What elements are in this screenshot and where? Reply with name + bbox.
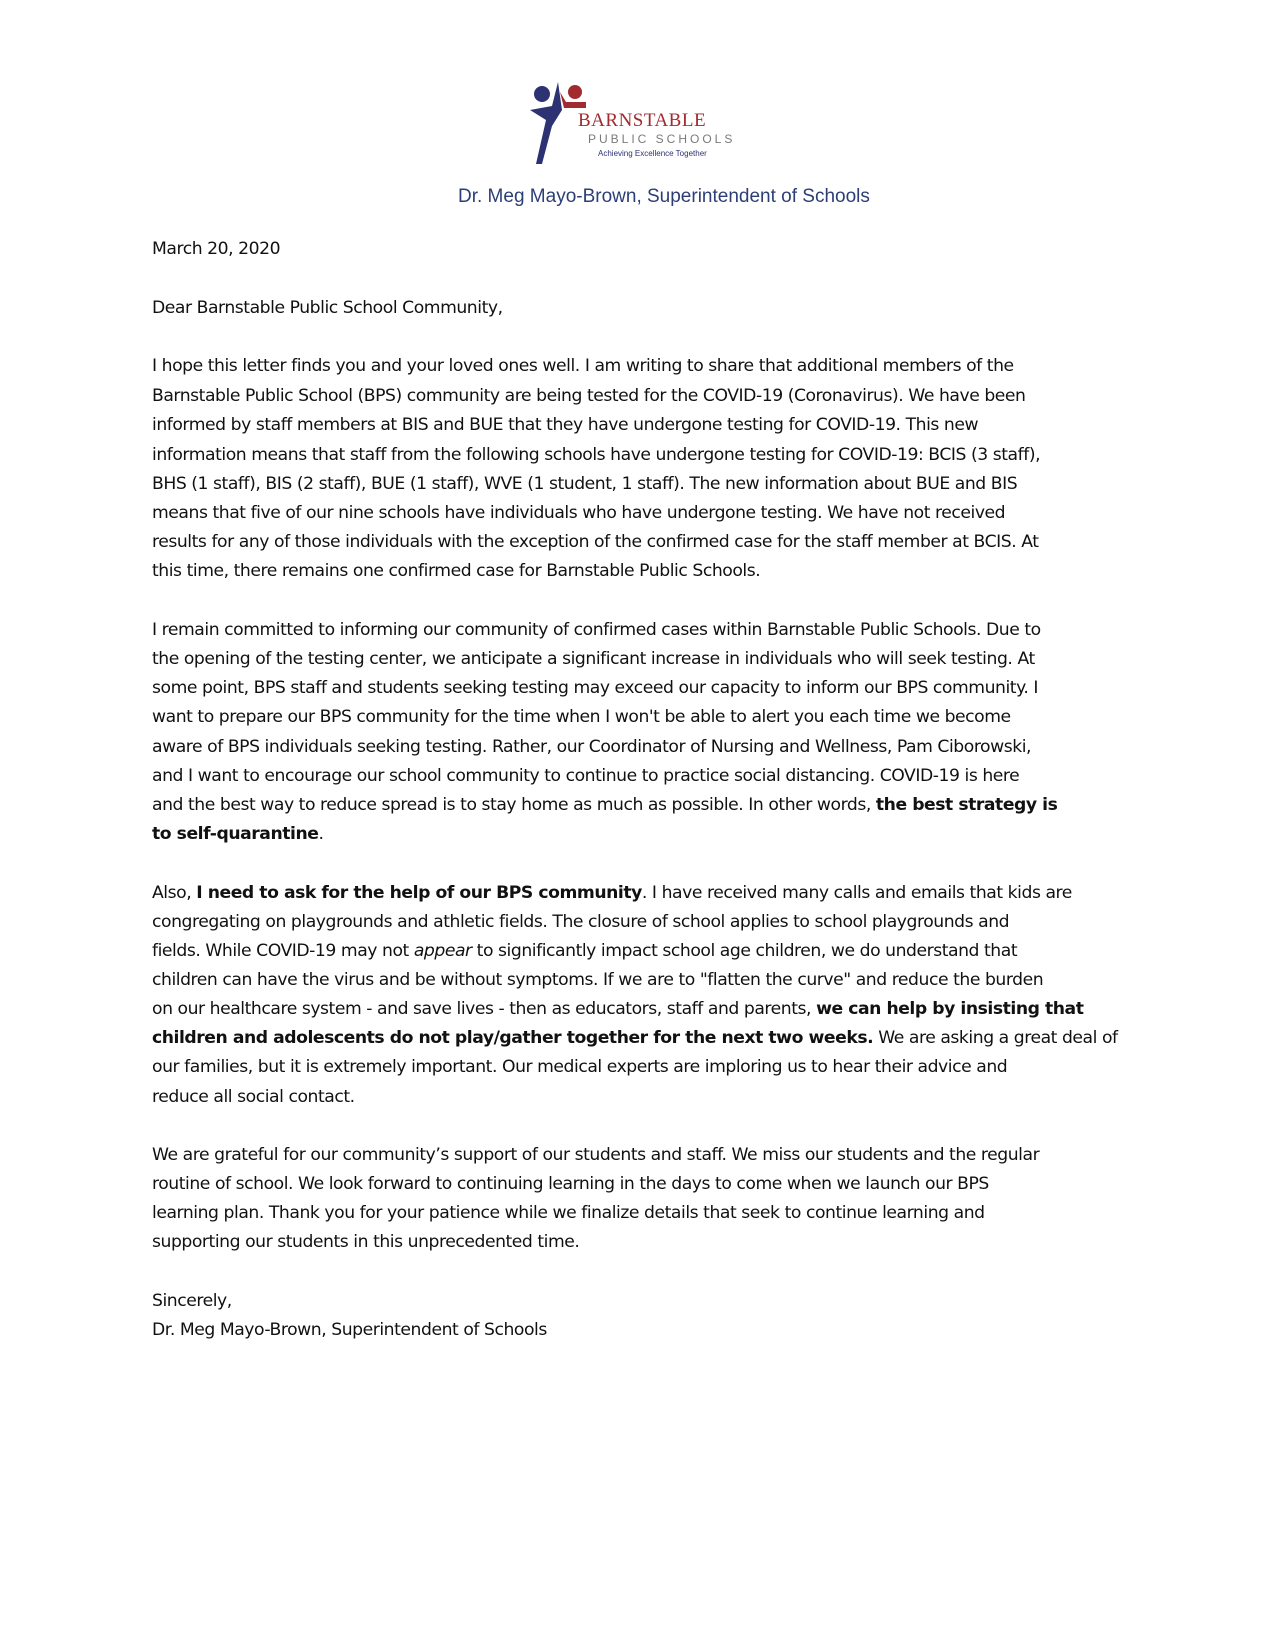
paragraph-line: BHS (1 staff), BIS (2 staff), BUE (1 staff), WVE (1 student, 1 staff). The new information about BUE and BIS	[152, 474, 1018, 494]
paragraph-line	[152, 823, 323, 845]
plain-text: and the best way to reduce spread is to stay home as much as possible. In other words,	[152, 795, 876, 815]
signature: Dr. Meg Mayo-Brown, Superintendent of Schools	[152, 1320, 547, 1340]
letterhead-superintendent: Dr. Meg Mayo-Brown, Superintendent of Schools	[458, 186, 870, 207]
bold-text: the best strategy is	[875, 795, 1058, 815]
paragraph-line	[152, 940, 1017, 962]
bold-text: I need to ask for the help of our BPS community	[196, 883, 642, 903]
bold-text: we can help by insisting that	[816, 999, 1084, 1019]
paragraph-line: children can have the virus and be without symptoms. If we are to "flatten the curve" and reduce the burden	[152, 970, 1044, 990]
plain-text: to significantly impact school age children, we do understand that	[471, 941, 1018, 961]
paragraph-line: the opening of the testing center, we anticipate a significant increase in individuals who will seek testing. At	[152, 649, 1035, 669]
logo-subtitle: PUBLIC SCHOOLS	[588, 132, 736, 146]
paragraph-line: I hope this letter finds you and your loved ones well. I am writing to share that additional members of the	[152, 356, 1014, 376]
plain-text: . I have received many calls and emails that kids are	[641, 883, 1072, 903]
paragraph-line: information means that staff from the following schools have undergone testing for COVID-19: BCIS (3 staff),	[152, 445, 1041, 465]
barnstable-logo	[528, 80, 736, 170]
paragraph-line	[152, 882, 1072, 904]
plain-text: Also,	[152, 883, 197, 903]
plain-text: on our healthcare system - and save lives - then as educators, staff and parents,	[152, 999, 817, 1019]
paragraph-line: and I want to encourage our school community to continue to practice social distancing. COVID-19 is here	[152, 766, 1020, 786]
paragraph-line: want to prepare our BPS community for the time when I won't be able to alert you each time we become	[152, 707, 1011, 727]
paragraph-line	[152, 998, 1083, 1020]
plain-text: We are asking a great deal of	[873, 1028, 1118, 1048]
paragraph-line: our families, but it is extremely important. Our medical experts are imploring us to hear their advice and	[152, 1057, 1008, 1077]
paragraph-line: means that five of our nine schools have individuals who have undergone testing. We have not received	[152, 503, 1006, 523]
plain-text: .	[318, 824, 324, 844]
paragraph-line: learning plan. Thank you for your patience while we finalize details that seek to continue learning and	[152, 1203, 985, 1223]
salutation: Dear Barnstable Public School Community,	[152, 298, 503, 318]
paragraph-line	[152, 794, 1057, 816]
bold-text: children and adolescents do not play/gather together for the next two weeks.	[152, 1028, 874, 1048]
paragraph-line: this time, there remains one confirmed case for Barnstable Public Schools.	[152, 561, 761, 581]
closing: Sincerely,	[152, 1291, 232, 1311]
plain-text: fields. While COVID-19 may not	[152, 941, 414, 961]
logo-name: BARNSTABLE	[578, 110, 707, 131]
paragraph-line: Barnstable Public School (BPS) community are being tested for the COVID-19 (Coronavirus). We have been	[152, 386, 1026, 406]
paragraph-line: I remain committed to informing our community of confirmed cases within Barnstable Public Schools. Due to	[152, 620, 1041, 640]
logo-tagline: Achieving Excellence Together	[598, 149, 707, 158]
paragraph-line: results for any of those individuals with the exception of the confirmed case for the staff member at BCIS. At	[152, 532, 1039, 552]
paragraph-line: congregating on playgrounds and athletic fields. The closure of school applies to school playgrounds and	[152, 912, 1010, 932]
paragraph-line: reduce all social contact.	[152, 1087, 355, 1107]
letter-date: March 20, 2020	[152, 239, 281, 259]
italic-text: appear	[413, 941, 472, 961]
paragraph-line: aware of BPS individuals seeking testing. Rather, our Coordinator of Nursing and Wellness, Pam Ciborowski,	[152, 737, 1032, 757]
bold-text: to self-quarantine	[152, 824, 319, 844]
paragraph-line: supporting our students in this unprecedented time.	[152, 1232, 580, 1252]
paragraph-line: routine of school. We look forward to continuing learning in the days to come when we launch our BPS	[152, 1174, 989, 1194]
paragraph-line: We are grateful for our community’s support of our students and staff. We miss our students and the regular	[152, 1145, 1040, 1165]
paragraph-line: informed by staff members at BIS and BUE that they have undergone testing for COVID-19. This new	[152, 415, 979, 435]
paragraph-line: some point, BPS staff and students seeking testing may exceed our capacity to inform our BPS community. I	[152, 678, 1038, 698]
paragraph-line	[152, 1027, 1118, 1049]
